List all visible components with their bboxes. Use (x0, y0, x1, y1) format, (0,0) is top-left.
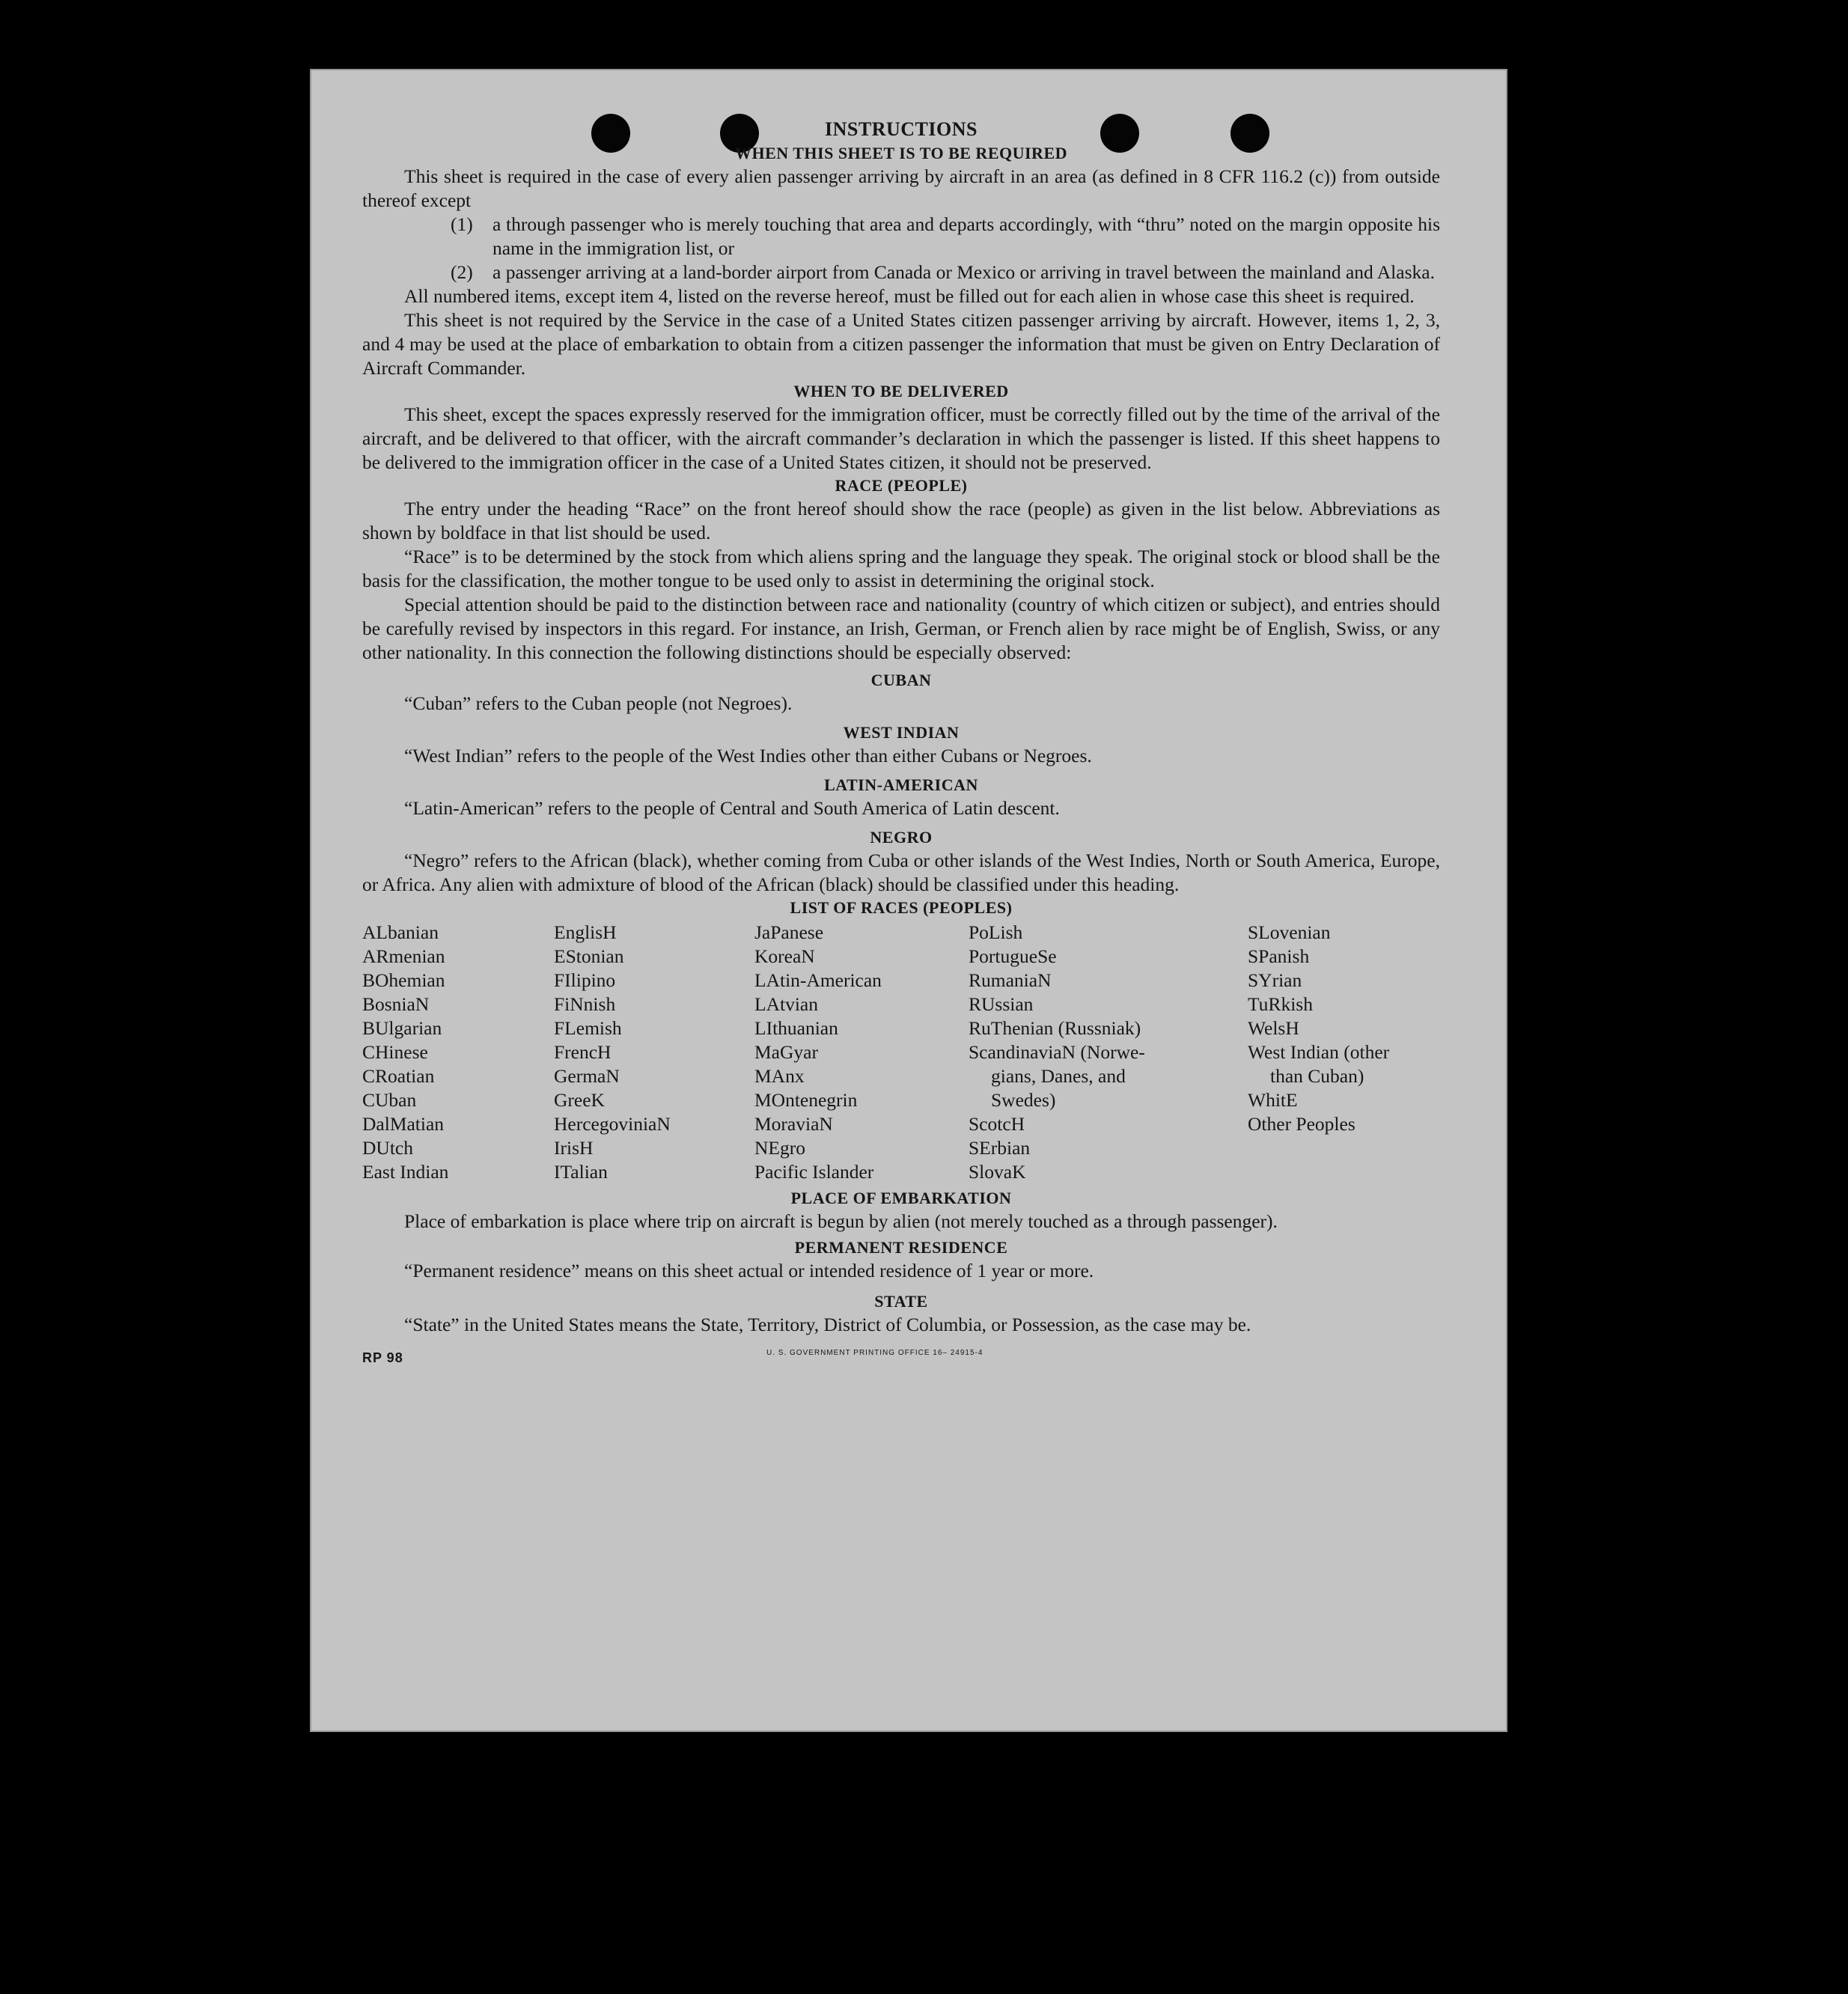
race-entry: CRoatian (362, 1065, 435, 1087)
race-entry: LIthuanian (754, 1017, 838, 1039)
race-entry: MaGyar (754, 1041, 818, 1063)
race-entry: SlovaK (969, 1161, 1026, 1183)
paragraph: All numbered items, except item 4, listed on the reverse hereof, must be filled out for each alien in whose case this sheet is required. (404, 285, 1415, 307)
race-entry: RuThenian (Russniak) (969, 1017, 1141, 1039)
document-sheet (310, 69, 1507, 1732)
race-entry: SErbian (969, 1137, 1031, 1159)
race-entry: ScotcH (969, 1113, 1025, 1135)
item-text: a through passenger who is merely touching that area and departs accordingly, with “thru” noted on the margin opposite his name in the immigration list, or (493, 213, 1440, 259)
section-heading: CUBAN (870, 671, 932, 689)
race-entry: GreeK (554, 1089, 605, 1111)
paragraph: This sheet, except the spaces expressly reserved for the immigration officer, must be correctly filled out by the time of the arrival of the aircraft, and be delivered to that officer, with the aircraft commander’s declaration in which the passenger is listed. If this sheet happens to be delivered to the immigration officer in the case of a United States citizen, it should not be preserved. (362, 403, 1440, 473)
race-entry: DalMatian (362, 1113, 445, 1135)
race-entry: TuRkish (1248, 993, 1313, 1015)
race-entry: FiNnish (554, 993, 616, 1015)
list-item (362, 260, 1440, 284)
paragraph: Special attention should be paid to the distinction between race and nationality (country of which citizen or subject), and entries should be carefully revised by inspectors in this regard. For instance, an Irish, German, or French alien by race might be of English, Swiss, or any other nationality. In this connection the following distinctions should be especially observed: (362, 594, 1440, 663)
race-entry: ITalian (554, 1161, 608, 1183)
paragraph: Place of embarkation is place where trip on aircraft is begun by alien (not merely touched as a through passenger). (404, 1210, 1278, 1232)
race-entry: EnglisH (554, 921, 617, 943)
race-entry: ARmenian (362, 945, 445, 967)
race-entry: DUtch (362, 1137, 413, 1159)
race-entry: NEgro (754, 1137, 805, 1159)
paragraph: “Latin-American” refers to the people of Central and South America of Latin descent. (404, 797, 1060, 819)
paragraph: “Permanent residence” means on this sheet actual or intended residence of 1 year or more. (404, 1260, 1094, 1281)
race-entry: West Indian (other (1248, 1041, 1390, 1063)
race-entry: KoreaN (754, 945, 815, 967)
section-heading: RACE (PEOPLE) (835, 476, 968, 495)
document-body (362, 117, 1440, 1370)
race-entry: LAtin-American (754, 969, 882, 991)
race-entry: RUssian (969, 993, 1034, 1015)
item-text: a passenger arriving at a land-border airport from Canada or Mexico or arriving in travel between the mainland and Alaska. (493, 261, 1435, 283)
section-heading: NEGRO (870, 828, 933, 847)
paragraph: The entry under the heading “Race” on the front hereof should show the race (people) as given in the list below. Abbreviations as shown by boldface in that list should be used. (362, 498, 1440, 543)
section-heading: PERMANENT RESIDENCE (794, 1238, 1008, 1257)
form-number: RP 98 (362, 1350, 403, 1365)
section-heading: LATIN-AMERICAN (824, 775, 978, 794)
race-entry: IrisH (554, 1137, 594, 1159)
printer-imprint: U. S. GOVERNMENT PRINTING OFFICE 16– 24915-4 (766, 1349, 984, 1357)
race-entry: BUlgarian (362, 1017, 442, 1039)
race-entry: JaPanese (754, 921, 824, 943)
race-entry: CHinese (362, 1041, 428, 1063)
race-entry: SLovenian (1248, 921, 1331, 943)
race-entry: WelsH (1248, 1017, 1299, 1039)
paragraph: “State” in the United States means the State, Territory, District of Columbia, or Possession, as the case may be. (404, 1314, 1251, 1335)
race-entry: ScandinaviaN (Norwe- (969, 1041, 1145, 1063)
race-entry: MAnx (754, 1065, 805, 1087)
paragraph: “Cuban” refers to the Cuban people (not Negroes). (404, 692, 793, 714)
races-column (969, 921, 1248, 1184)
race-entry: SPanish (1248, 945, 1310, 967)
race-entry: CUban (362, 1089, 417, 1111)
race-entry: HercegoviniaN (554, 1113, 671, 1135)
race-entry: WhitE (1248, 1089, 1298, 1111)
race-entry: BosniaN (362, 993, 430, 1015)
races-column (754, 921, 969, 1184)
race-entry: MoraviaN (754, 1113, 833, 1135)
race-entry: FrencH (554, 1041, 612, 1063)
race-entry: Swedes) (991, 1089, 1056, 1111)
paragraph: This sheet is not required by the Service in the case of a United States citizen passenger arriving by aircraft. However, items 1, 2, 3, and 4 may be used at the place of embarkation to obtain from a citizen passenger the information that must be given on Entry Declaration of Aircraft Commander. (362, 309, 1440, 379)
race-entry: East Indian (362, 1161, 449, 1183)
race-entry: Other Peoples (1248, 1113, 1355, 1135)
race-entry: gians, Danes, and (991, 1065, 1126, 1087)
page-title: INSTRUCTIONS (825, 118, 978, 140)
race-entry: PoLish (969, 921, 1023, 943)
paragraph: “Race” is to be determined by the stock from which aliens spring and the language they speak. The original stock or blood shall be the basis for the classification, the mother tongue to be used only to assist in determining the original stock. (362, 546, 1440, 591)
race-entry: MOntenegrin (754, 1089, 858, 1111)
race-entry: PortugueSe (969, 945, 1057, 967)
races-column (1248, 921, 1440, 1184)
race-entry: LAtvian (754, 993, 818, 1015)
race-entry: GermaN (554, 1065, 620, 1087)
paragraph: This sheet is required in the case of every alien passenger arriving by aircraft in an area (as defined in 8 CFR 116.2 (c)) from outside thereof except (362, 165, 1440, 211)
paragraph: “West Indian” refers to the people of the West Indies other than either Cubans or Negroes. (404, 745, 1092, 766)
list-item (362, 213, 1440, 260)
race-entry: EStonian (554, 945, 624, 967)
section-heading: PLACE OF EMBARKATION (790, 1189, 1012, 1207)
item-number: (2) (451, 261, 473, 283)
item-number: (1) (451, 213, 473, 235)
race-entry: BOhemian (362, 969, 445, 991)
races-list (362, 921, 1440, 1184)
section-heading: STATE (874, 1292, 928, 1311)
races-column (362, 921, 554, 1184)
race-entry: FLemish (554, 1017, 622, 1039)
race-entry: RumaniaN (969, 969, 1052, 991)
race-entry: Pacific Islander (754, 1161, 874, 1183)
race-entry: ALbanian (362, 921, 439, 943)
section-heading: LIST OF RACES (PEOPLES) (790, 898, 1013, 917)
paragraph: “Negro” refers to the African (black), whether coming from Cuba or other islands of the West Indies, North or South America, Europe, or Africa. Any alien with admixture of blood of the African (black) should be classified under this heading. (362, 850, 1440, 895)
race-entry: SYrian (1248, 969, 1302, 991)
footer (362, 1340, 1440, 1370)
section-heading: WEST INDIAN (843, 723, 960, 742)
race-entry: than Cuban) (1270, 1065, 1364, 1087)
races-column (554, 921, 754, 1184)
section-heading: WHEN TO BE DELIVERED (793, 382, 1009, 400)
section-heading: WHEN THIS SHEET IS TO BE REQUIRED (734, 144, 1068, 162)
race-entry: FIlipino (554, 969, 616, 991)
